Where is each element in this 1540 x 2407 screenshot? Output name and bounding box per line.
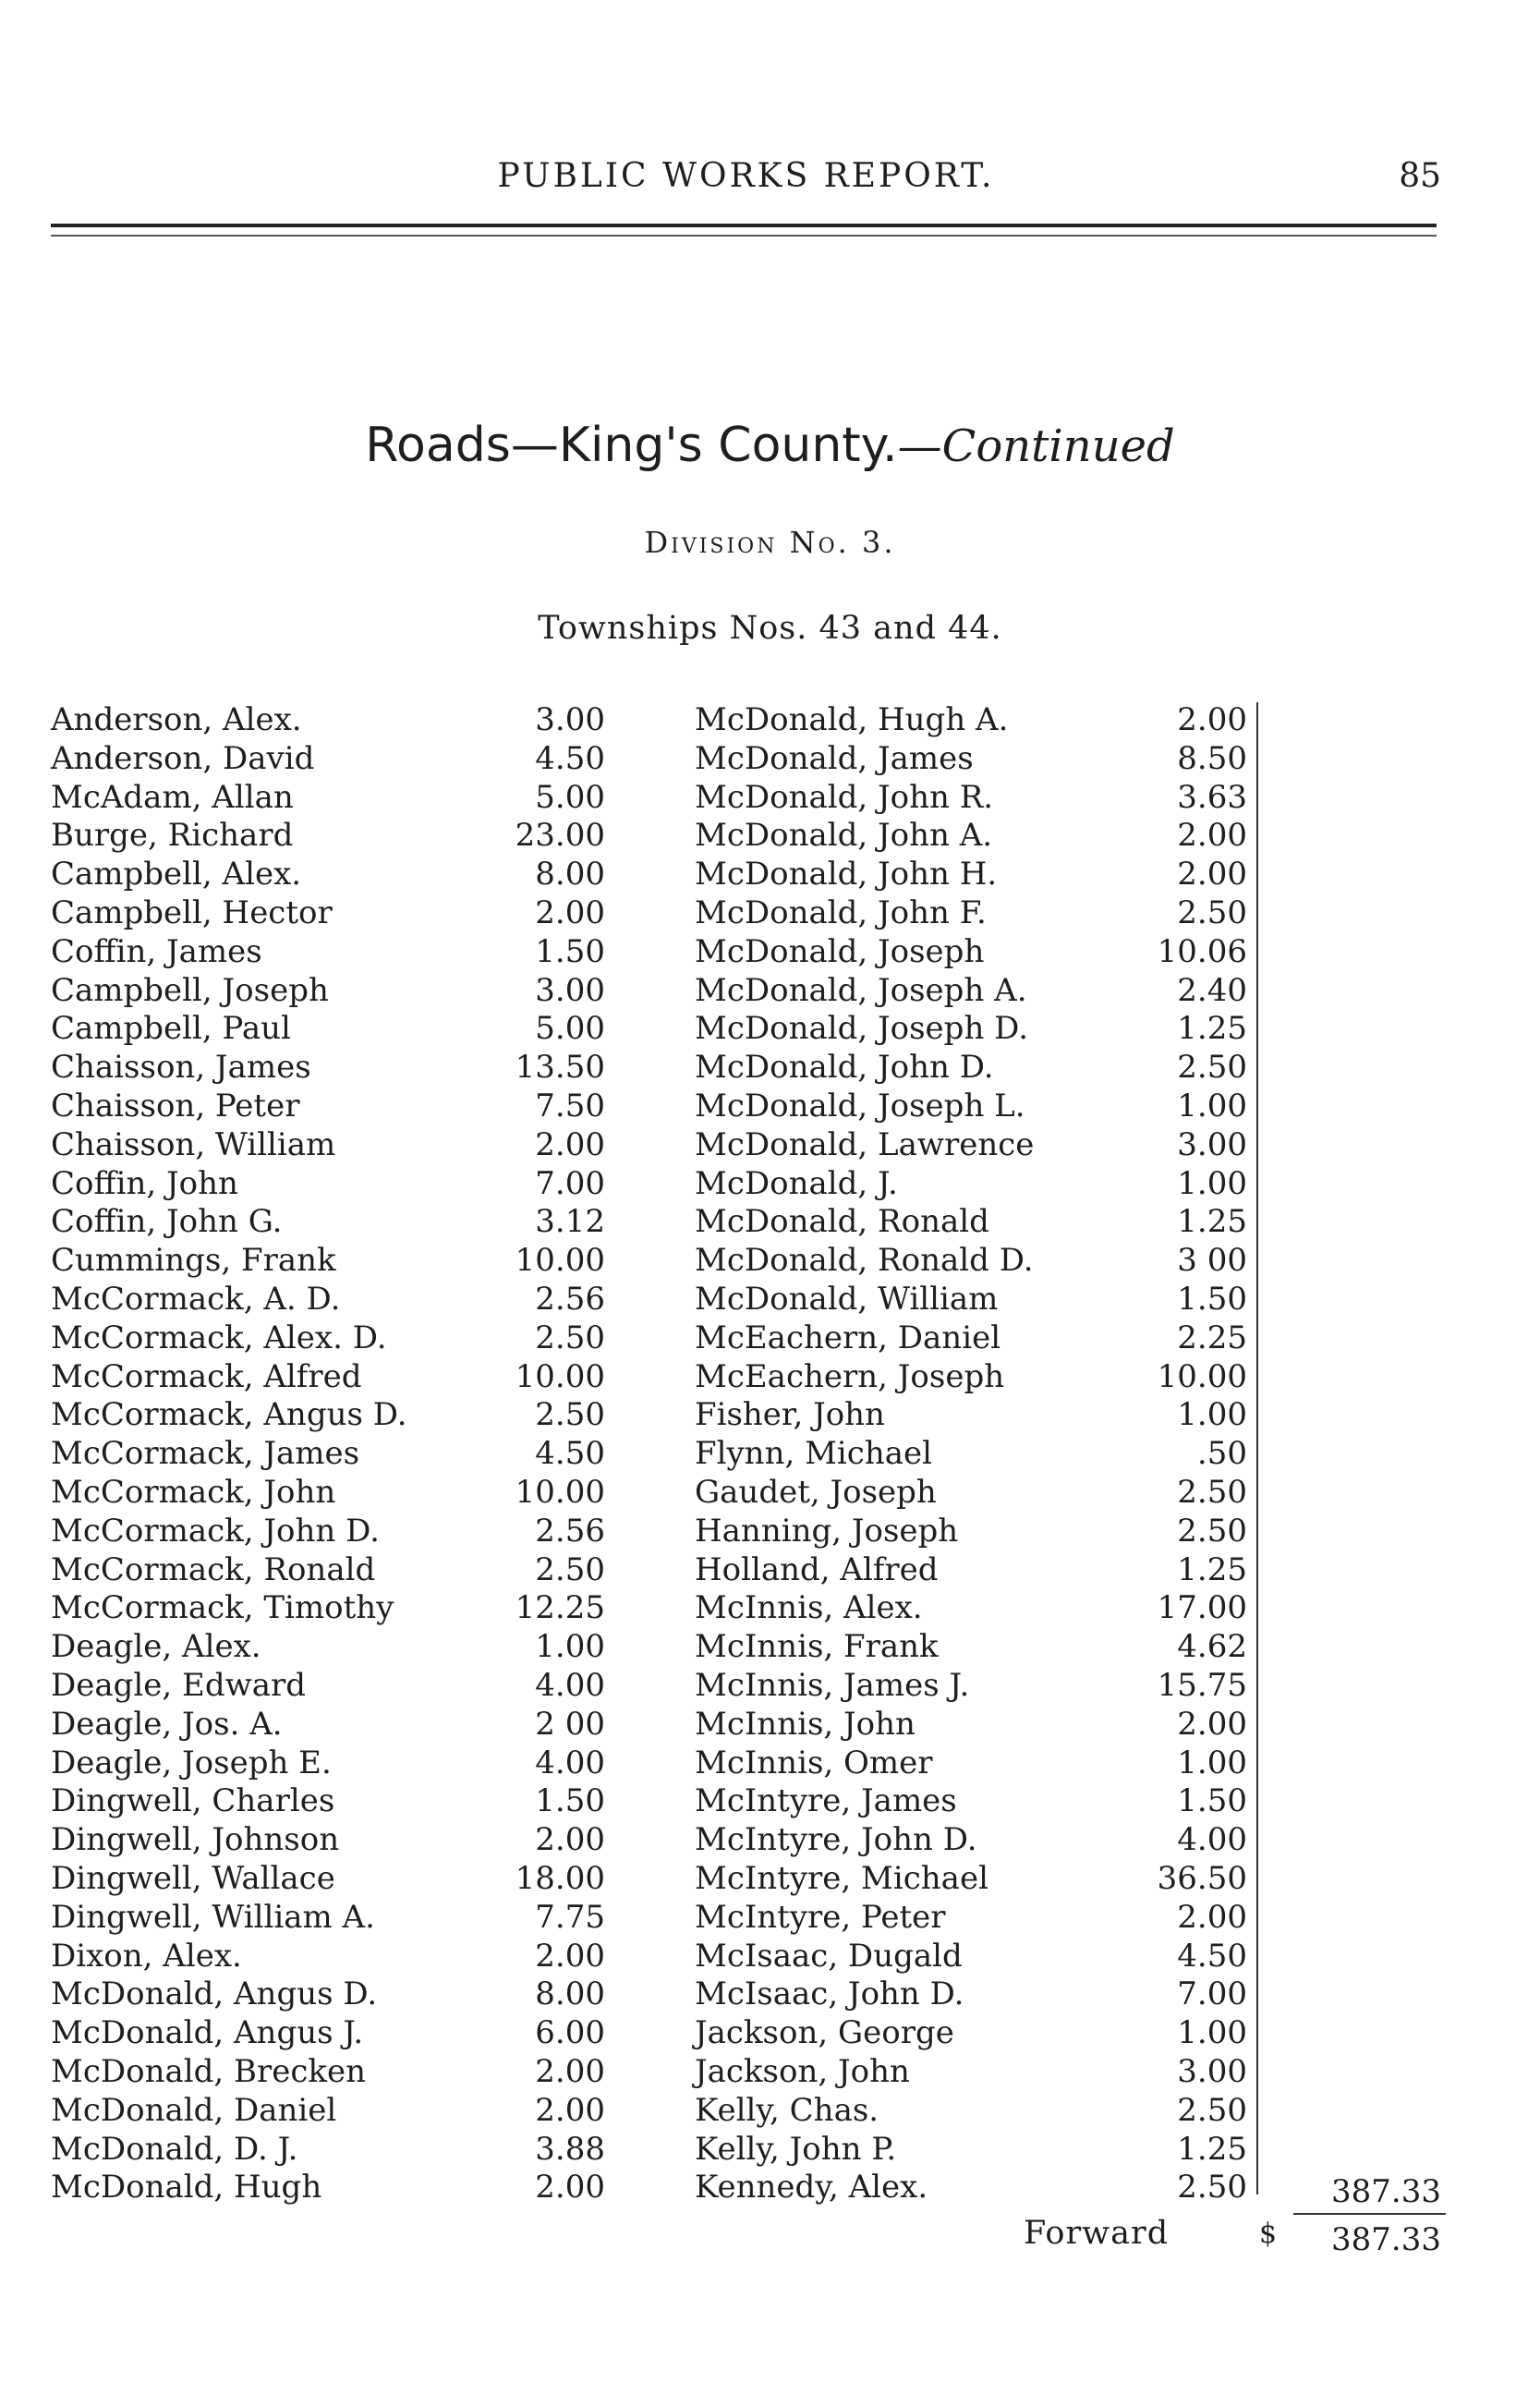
right-entry-name: McDonald, Joseph (695, 932, 985, 970)
left-entry-name: Deagle, Edward (51, 1667, 307, 1704)
section-heading-continued: —Continued (897, 420, 1175, 472)
left-entry-name: McCormack, John (51, 1474, 336, 1511)
right-entry-amount: 1.25 (1177, 1203, 1247, 1241)
left-entry-name: McDonald, Angus J. (51, 2014, 364, 2052)
left-entry-name: Campbell, Joseph (51, 971, 329, 1009)
left-entry-amount: 12.25 (515, 1589, 605, 1627)
left-entry-name: McCormack, Angus D. (51, 1396, 407, 1434)
left-entry-amount: 3.88 (535, 2130, 605, 2168)
right-entry-name: McIntyre, Peter (695, 1898, 946, 1936)
forward-label: Forward (1024, 2215, 1170, 2252)
left-entry-name: Dingwell, Johnson (51, 1821, 340, 1859)
right-entry-amount: 2.00 (1177, 1705, 1247, 1743)
right-entry-amount: 36.50 (1157, 1860, 1247, 1897)
right-entry-amount: 2.00 (1177, 1898, 1247, 1936)
left-entry-amount: 3.00 (535, 971, 605, 1009)
left-entry-amount: 2.00 (535, 2053, 605, 2090)
right-entry-amount: 4.62 (1177, 1628, 1247, 1666)
right-entry-amount: 7.00 (1177, 1975, 1247, 2013)
right-entry-amount: 4.00 (1177, 1821, 1247, 1859)
left-entry-name: McCormack, A. D. (51, 1281, 341, 1318)
right-entry-name: Jackson, George (695, 2014, 954, 2052)
report-title: PUBLIC WORKS REPORT. (497, 157, 995, 195)
left-entry-amount: 8.00 (535, 856, 605, 894)
right-entry-amount: 2.50 (1177, 2169, 1247, 2206)
left-entry-name: Chaisson, James (51, 1049, 311, 1087)
right-entry-name: Kelly, John P. (695, 2130, 897, 2168)
left-entry-amount: 2.56 (535, 1281, 605, 1318)
left-entry-amount: 7.00 (535, 1164, 605, 1202)
right-entry-name: McEachern, Joseph (695, 1357, 1005, 1395)
right-entry-name: McDonald, Ronald (695, 1203, 989, 1241)
header-rule (51, 224, 1437, 227)
left-entry-name: McDonald, Hugh (51, 2169, 322, 2206)
left-entry-name: Dingwell, Wallace (51, 1860, 335, 1897)
right-entry-name: McIntyre, Michael (695, 1860, 988, 1897)
division-heading: Division No. 3. (644, 525, 896, 560)
left-entry-amount: 13.50 (515, 1049, 605, 1087)
right-entry-name: McInnis, John (695, 1705, 916, 1743)
left-entry-amount: 1.00 (535, 1628, 605, 1666)
left-entry-name: McDonald, D. J. (51, 2130, 298, 2168)
right-entry-amount: 1.00 (1177, 1088, 1247, 1124)
right-entry-amount: 1.50 (1177, 1782, 1247, 1820)
right-entry-name: McDonald, Hugh A. (695, 701, 1009, 738)
left-entry-amount: 7.75 (535, 1898, 605, 1936)
forward-currency: $ (1259, 2218, 1278, 2250)
left-entry-amount: 10.00 (515, 1357, 605, 1395)
right-entry-name: McInnis, Frank (695, 1628, 939, 1666)
left-entry-name: Anderson, David (51, 739, 315, 777)
right-entry-name: McDonald, Joseph L. (695, 1088, 1025, 1124)
right-entry-name: McDonald, James (695, 739, 974, 777)
section-heading (0, 418, 1540, 473)
right-entry-name: Gaudet, Joseph (695, 1474, 937, 1511)
right-entry-name: McDonald, John F. (695, 894, 987, 931)
right-entry-amount: 2.50 (1177, 1474, 1247, 1511)
right-entry-amount: 8.50 (1177, 739, 1247, 777)
right-entry-name: Jackson, John (695, 2053, 910, 2090)
left-entry-name: Coffin, James (51, 932, 262, 970)
left-entry-name: Dingwell, Charles (51, 1782, 335, 1820)
right-entry-amount: 10.00 (1157, 1357, 1247, 1395)
left-entry-name: Chaisson, Peter (51, 1088, 300, 1124)
right-entry-name: McDonald, Joseph A. (695, 971, 1027, 1009)
right-entry-amount: 3.00 (1177, 2053, 1247, 2090)
left-entry-name: McDonald, Brecken (51, 2053, 367, 2090)
left-entry-name: McDonald, Angus D. (51, 1975, 378, 2013)
right-entry-name: McDonald, John A. (695, 817, 993, 855)
right-entry-amount: .50 (1196, 1435, 1247, 1473)
left-entry-amount: 2.00 (535, 2169, 605, 2206)
left-entry-name: McCormack, Ronald (51, 1550, 376, 1588)
townships-heading: Townships Nos. 43 and 44. (538, 610, 1002, 647)
left-entry-amount: 5.00 (535, 1010, 605, 1048)
left-entry-amount: 2.50 (535, 1319, 605, 1356)
left-entry-amount: 4.50 (535, 1435, 605, 1473)
left-entry-amount: 2 00 (535, 1705, 605, 1743)
right-entry-name: McDonald, Ronald D. (695, 1242, 1034, 1280)
left-entry-amount: 4.00 (535, 1744, 605, 1781)
right-entry-amount: 2.50 (1177, 1512, 1247, 1550)
right-entry-amount: 10.06 (1157, 932, 1247, 970)
left-entry-name: McCormack, Alfred (51, 1357, 362, 1395)
left-entry-name: Dingwell, William A. (51, 1898, 375, 1936)
left-entry-name: Deagle, Jos. A. (51, 1705, 283, 1743)
right-entry-name: Flynn, Michael (695, 1435, 932, 1473)
left-entry-amount: 23.00 (515, 817, 605, 855)
left-entry-amount: 2.00 (535, 1937, 605, 1975)
left-entry-name: McCormack, John D. (51, 1512, 380, 1550)
left-entry-amount: 18.00 (515, 1860, 605, 1897)
running-head (51, 157, 1441, 203)
column-total: 387.33 (1331, 2173, 1441, 2210)
right-entry-amount: 3 00 (1177, 1242, 1247, 1280)
right-entry-name: McIsaac, John D. (695, 1975, 964, 2013)
left-entry-amount: 4.50 (535, 739, 605, 777)
left-entry-amount: 10.00 (515, 1474, 605, 1511)
right-entry-name: Hanning, Joseph (695, 1512, 959, 1550)
left-entry-name: Deagle, Alex. (51, 1628, 261, 1666)
left-entry-amount: 6.00 (535, 2014, 605, 2052)
right-entry-amount: 2.00 (1177, 856, 1247, 894)
right-entry-name: Fisher, John (695, 1396, 885, 1434)
right-entry-amount: 1.00 (1177, 1164, 1247, 1202)
left-entry-name: Coffin, John G. (51, 1203, 283, 1241)
left-entry-amount: 2.50 (535, 1396, 605, 1434)
left-entry-name: McCormack, Timothy (51, 1589, 394, 1627)
right-entry-amount: 1.25 (1177, 1550, 1247, 1588)
right-entry-name: Holland, Alfred (695, 1550, 939, 1588)
left-entry-name: Anderson, Alex. (51, 701, 302, 738)
left-entry-name: Chaisson, William (51, 1125, 336, 1163)
right-entry-name: Kelly, Chas. (695, 2091, 879, 2129)
section-heading-main: Roads—King's County. (365, 418, 898, 473)
page-number: 85 (1399, 157, 1441, 195)
left-entry-amount: 2.00 (535, 2091, 605, 2129)
right-entry-amount: 2.25 (1177, 1319, 1247, 1356)
left-entry-name: Campbell, Alex. (51, 856, 302, 894)
right-entry-name: McDonald, J. (695, 1164, 898, 1202)
right-entry-amount: 3.63 (1177, 778, 1247, 816)
left-entry-amount: 7.50 (535, 1088, 605, 1124)
right-entry-amount: 2.50 (1177, 894, 1247, 931)
left-entry-name: McCormack, James (51, 1435, 360, 1473)
right-entry-name: McInnis, Alex. (695, 1589, 923, 1627)
right-entry-name: McDonald, Lawrence (695, 1125, 1035, 1163)
right-entry-amount: 17.00 (1157, 1589, 1247, 1627)
right-entry-amount: 2.40 (1177, 971, 1247, 1009)
left-entry-name: Burge, Richard (51, 817, 294, 855)
left-entry-amount: 1.50 (535, 1782, 605, 1820)
right-entry-amount: 2.00 (1177, 701, 1247, 738)
right-entry-amount: 1.00 (1177, 1744, 1247, 1781)
column-rule (1256, 702, 1258, 2194)
right-entry-name: McDonald, John H. (695, 856, 998, 894)
left-entry-amount: 8.00 (535, 1975, 605, 2013)
right-entry-name: McDonald, Joseph D. (695, 1010, 1029, 1048)
left-entry-amount: 3.12 (535, 1203, 605, 1241)
forward-total: 387.33 (1331, 2221, 1441, 2258)
right-entry-name: McDonald, John D. (695, 1049, 994, 1087)
right-entry-name: McInnis, James J. (695, 1667, 970, 1704)
left-entry-name: McDonald, Daniel (51, 2091, 337, 2129)
right-entry-name: McIntyre, James (695, 1782, 957, 1820)
left-entry-amount: 4.00 (535, 1667, 605, 1704)
left-entry-amount: 10.00 (515, 1242, 605, 1280)
left-entry-name: Deagle, Joseph E. (51, 1744, 332, 1781)
right-entry-amount: 1.50 (1177, 1281, 1247, 1318)
right-entry-amount: 1.25 (1177, 2130, 1247, 2168)
right-entry-amount: 2.50 (1177, 1049, 1247, 1087)
header-rule-thin (51, 235, 1437, 237)
left-entry-amount: 2.50 (535, 1550, 605, 1588)
right-entry-name: McDonald, William (695, 1281, 999, 1318)
left-entry-amount: 2.56 (535, 1512, 605, 1550)
right-entry-name: Kennedy, Alex. (695, 2169, 928, 2206)
right-entry-amount: 2.50 (1177, 2091, 1247, 2129)
left-entry-amount: 3.00 (535, 701, 605, 738)
left-entry-name: Dixon, Alex. (51, 1937, 242, 1975)
left-entry-name: Cummings, Frank (51, 1242, 336, 1280)
right-entry-name: McEachern, Daniel (695, 1319, 1001, 1356)
right-entry-name: McIsaac, Dugald (695, 1937, 963, 1975)
left-entry-amount: 2.00 (535, 1125, 605, 1163)
right-entry-amount: 3.00 (1177, 1125, 1247, 1163)
left-entry-name: Coffin, John (51, 1164, 238, 1202)
right-entry-name: McIntyre, John D. (695, 1821, 977, 1859)
right-entry-amount: 4.50 (1177, 1937, 1247, 1975)
left-entry-name: Campbell, Hector (51, 894, 333, 931)
right-entry-amount: 1.00 (1177, 1396, 1247, 1434)
left-entry-amount: 2.00 (535, 894, 605, 931)
left-entry-name: McAdam, Allan (51, 778, 294, 816)
right-entry-amount: 1.25 (1177, 1010, 1247, 1048)
right-entry-amount: 1.00 (1177, 2014, 1247, 2052)
left-entry-amount: 1.50 (535, 932, 605, 970)
right-entry-name: McDonald, John R. (695, 778, 994, 816)
right-entry-amount: 2.00 (1177, 817, 1247, 855)
right-entry-amount: 15.75 (1157, 1667, 1247, 1704)
left-entry-name: McCormack, Alex. D. (51, 1319, 387, 1356)
left-entry-amount: 2.00 (535, 1821, 605, 1859)
left-entry-name: Campbell, Paul (51, 1010, 291, 1048)
total-rule (1293, 2213, 1446, 2215)
right-entry-name: McInnis, Omer (695, 1744, 933, 1781)
left-entry-amount: 5.00 (535, 778, 605, 816)
